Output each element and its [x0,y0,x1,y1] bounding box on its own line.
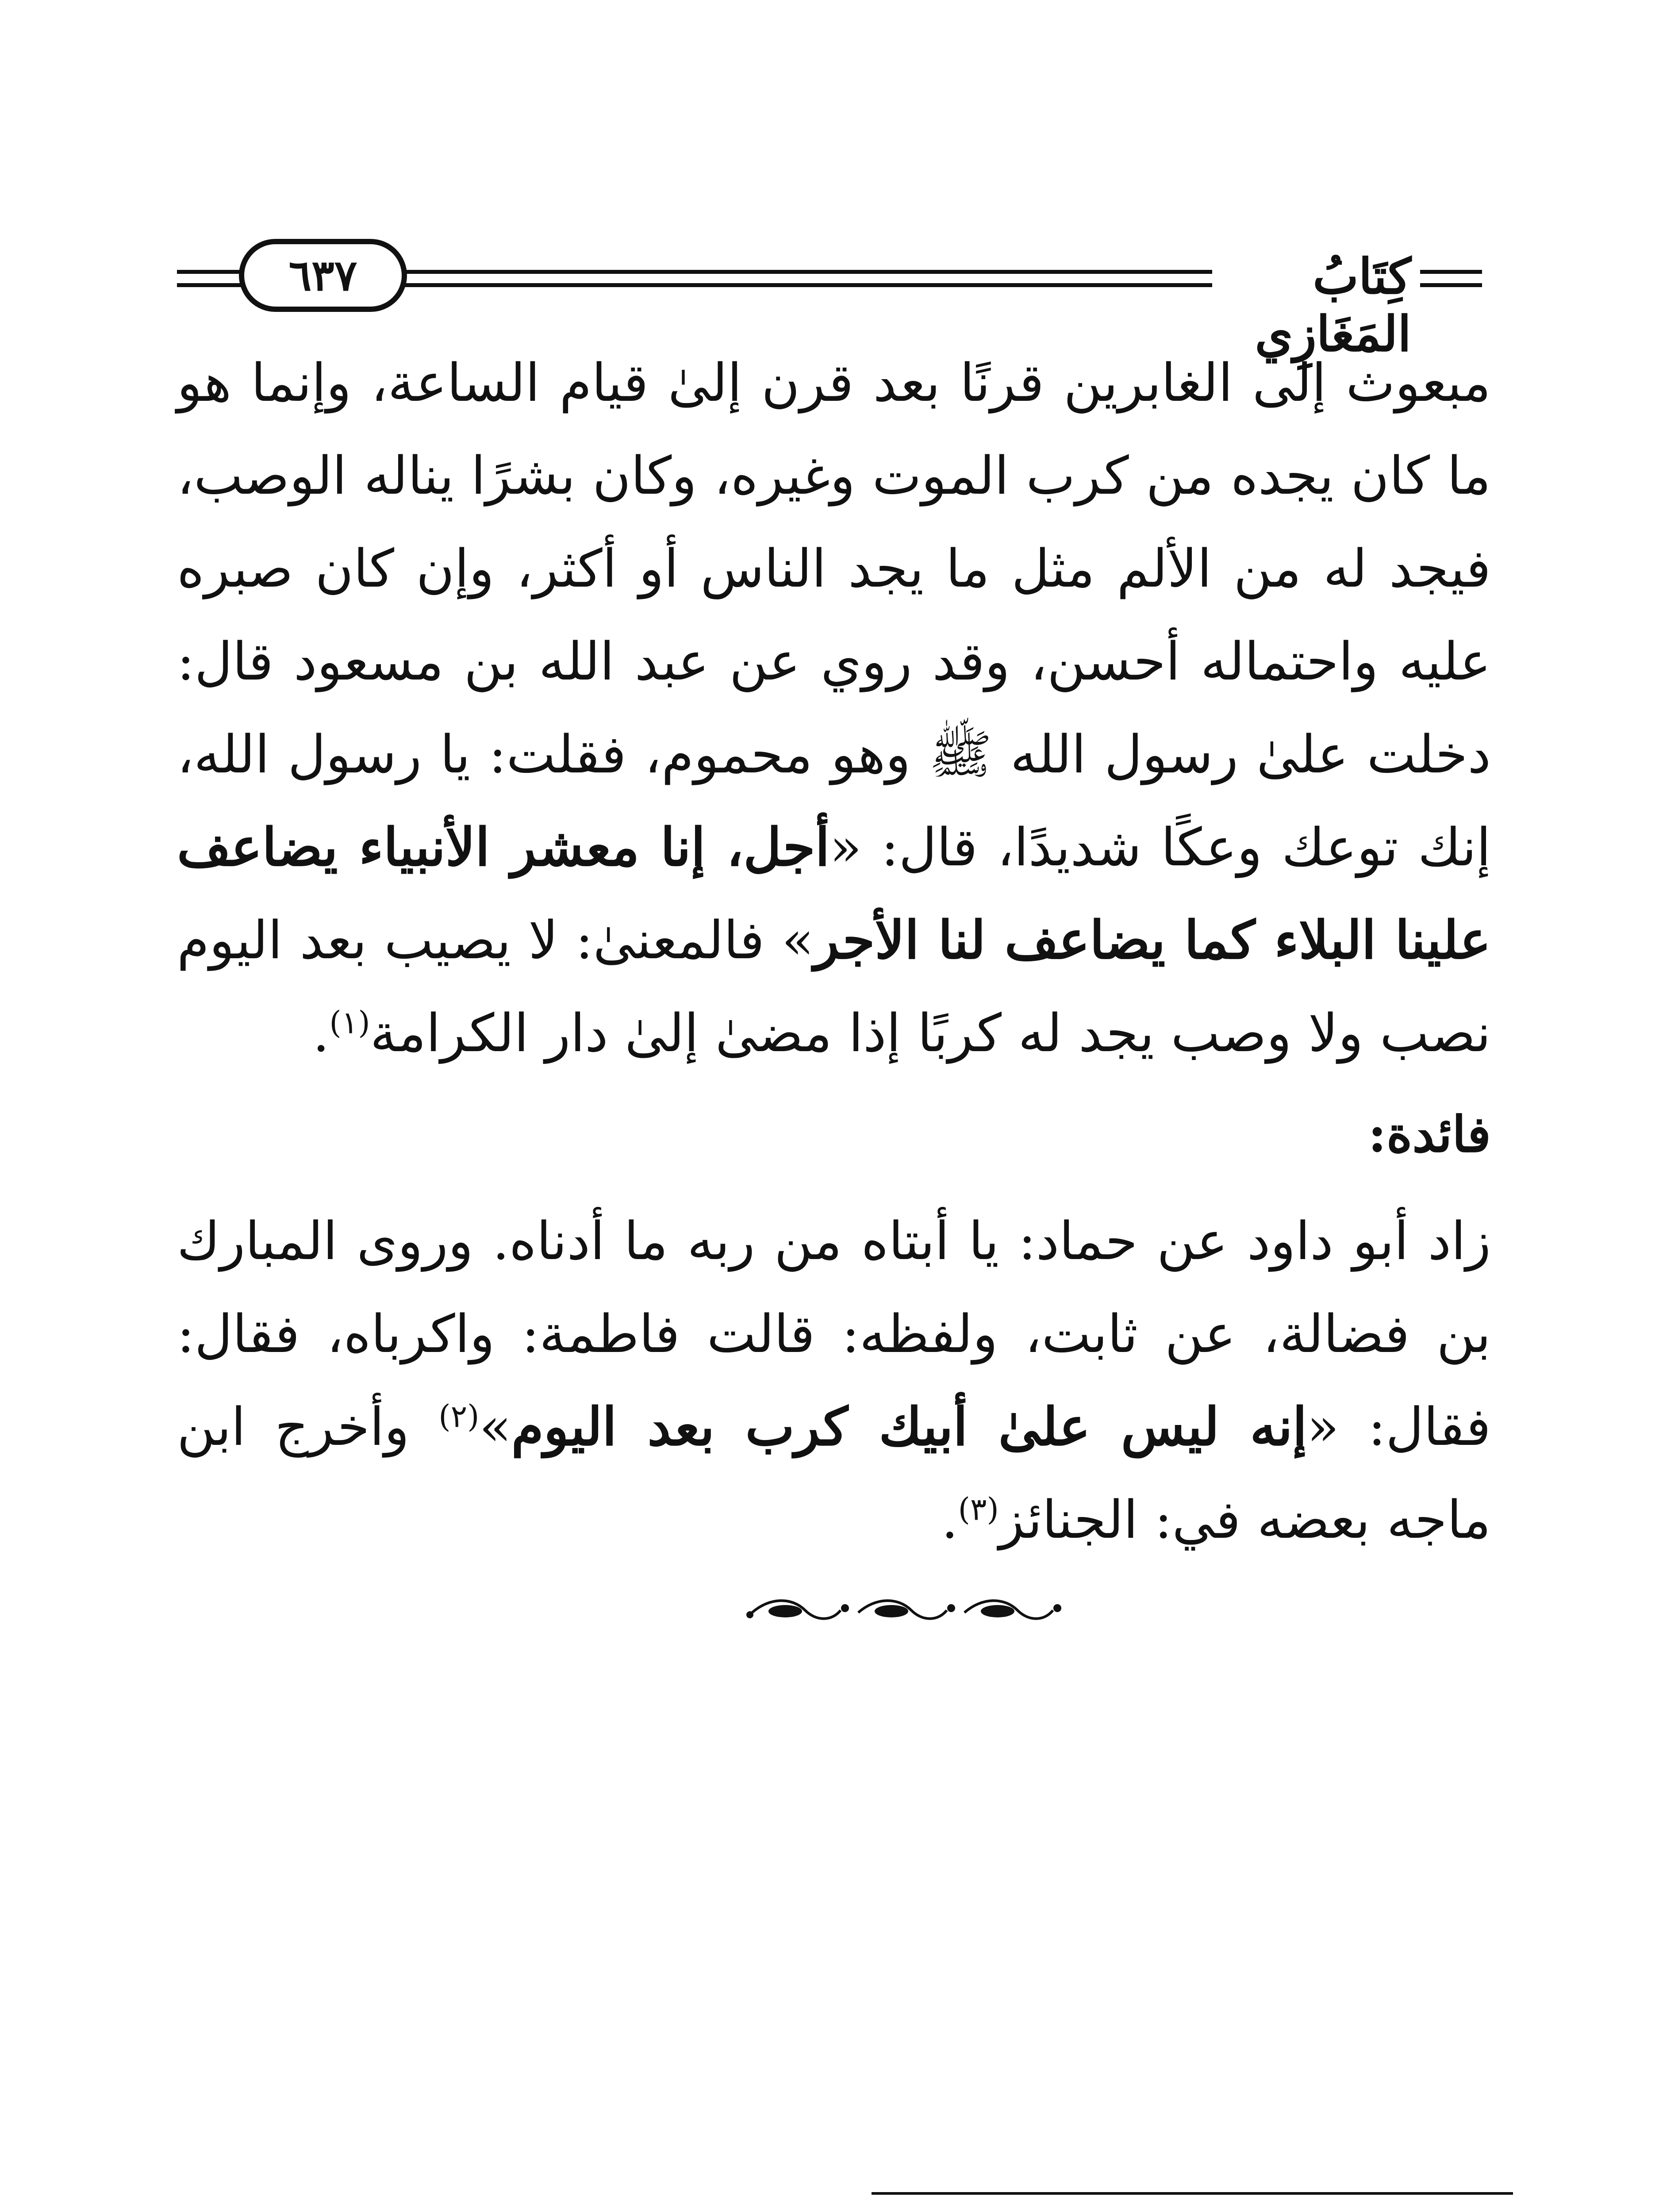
footnote-ref-1[interactable]: (١) [329,1004,370,1041]
page-number: ٦٣٧ [288,250,357,300]
hadith-quote-2: إنه ليس علىٰ أبيك كرب بعد اليوم [511,1396,1307,1457]
header-rule-middle [403,270,1212,274]
header-rule-left-2 [177,283,243,287]
main-text [177,336,1491,1566]
page-number-badge [239,239,407,312]
page-header [177,234,1482,362]
header-rule-right [1420,270,1482,274]
footnote-ref-2[interactable]: (٢) [438,1398,480,1435]
footnote-ref-3[interactable]: (٣) [958,1491,999,1528]
section-heading: فائدة: [1368,1106,1491,1164]
paragraph-2 [177,1194,1491,1566]
paragraph-1-end: . [312,1002,330,1064]
paragraph-2-end: . [941,1489,958,1550]
footnote-separator [872,2192,1513,2195]
paragraph-2-text: زاد أبو داود عن حماد: يا أبتاه من ربه ما أدناه. وروى المبارك بن فضالة، عن ثابت، ولفظه: قالت فاطمة: واكرباه، فقال: فقال: « [177,1210,1491,1457]
header-rule-right-2 [1420,283,1482,287]
paragraph-1-text: مبعوث إلى الغابرين قرنًا بعد قرن إلىٰ قيام الساعة، وإنما هو ما كان يجده من كرب الموت وغيره، وكان بشرًا يناله الوصب، فيجد له من الألم مثل ما يجد الناس أو أكثر، وإن كان صبره عليه واحتماله أحسن، وقد روي عن عبد الله بن مسعود قال: دخلت علىٰ رسول الله ﷺ وهو محموم، فقلت: يا رسول الله، إنك توعك وعكًا شديدًا، قال: « [177,352,1491,878]
floral-divider-ornament-icon [743,1588,1071,1632]
header-rule-middle-2 [403,283,1212,287]
quote-close: » [479,1396,511,1457]
book-title: كِتَابُ المَغَازِي [1255,248,1411,362]
hadith-quote-1: أجل، إنا معشر الأنبياء يضاعف علينا البلاء كما يضاعف لنا الأجر [177,816,1491,971]
paragraph-2-text-2: وأخرج ابن ماجه بعضه في: الجنائز [177,1396,1491,1550]
paragraph-1 [177,336,1491,1079]
paragraph-1-text-2: » فالمعنىٰ: لا يصيب بعد اليوم نصب ولا وصب يجد له كربًا إذا مضىٰ إلىٰ دار الكرامة [177,910,1491,1064]
header-rule-left [177,270,243,274]
